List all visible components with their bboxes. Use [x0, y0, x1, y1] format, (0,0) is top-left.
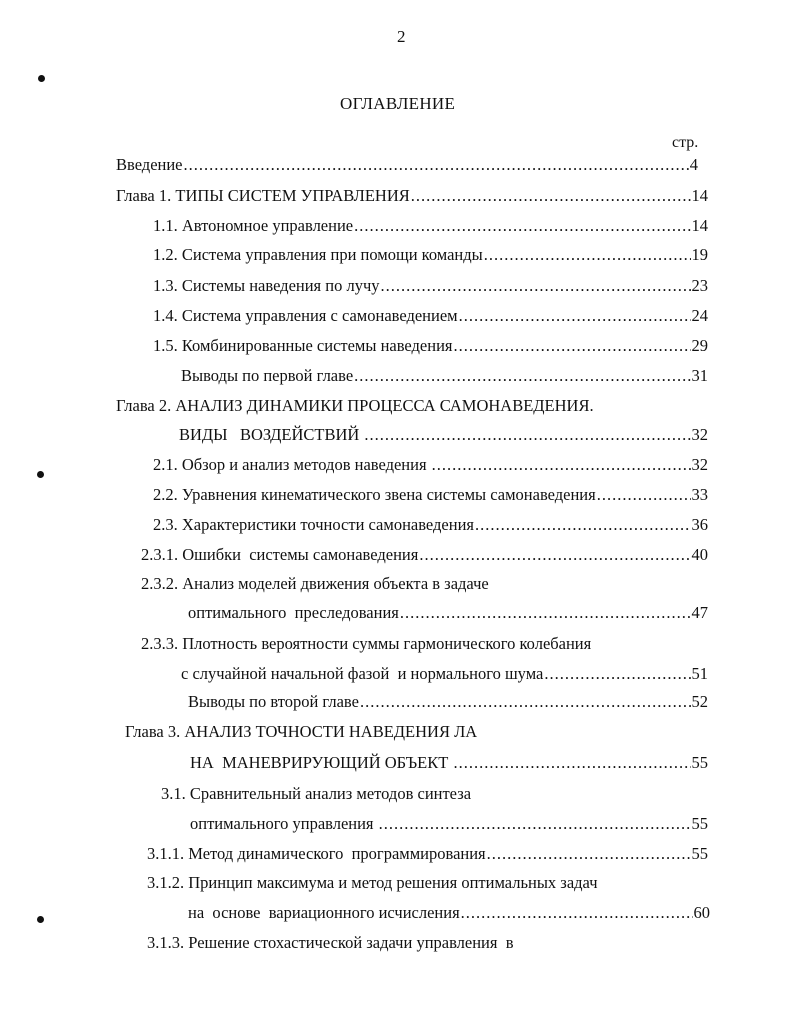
toc-entry-3-1-3 — [147, 933, 514, 953]
toc-entry-label: 1.5. Комбинированные системы наведения — [153, 336, 453, 355]
toc-entry-page: 47 — [691, 603, 708, 622]
page-number: 2 — [397, 27, 406, 46]
toc-entry-label: 2.3. Характеристики точности самонаведения — [153, 515, 474, 534]
toc-entry-1-2 — [153, 245, 708, 265]
toc-entry-label: 2.3.3. Плотность вероятности суммы гармонического колебания — [141, 634, 592, 653]
toc-entry-page: 36 — [691, 515, 708, 534]
toc-entry-2-3-2 — [141, 574, 489, 594]
toc-entry-1-4 — [153, 306, 708, 326]
toc-entry-label: 2.2. Уравнения кинематического звена системы самонаведения — [153, 485, 596, 504]
toc-entry-label: Выводы по второй главе — [188, 692, 359, 711]
toc-entry-chapter-1 — [116, 186, 708, 206]
toc-entry-page: 23 — [691, 276, 708, 295]
toc-entry-2-2 — [153, 485, 708, 505]
toc-entry-3-1-2 — [147, 873, 598, 893]
toc-entry-label: на основе вариационного исчисления — [188, 903, 460, 922]
dot-leader — [381, 276, 691, 296]
toc-entry-page: 19 — [691, 245, 708, 264]
toc-entry-page: 14 — [691, 216, 708, 235]
toc-entry-label: 3.1.3. Решение стохастической задачи управления в — [147, 933, 514, 952]
toc-entry-label: 3.1.2. Принцип максимума и метод решения оптимальных задач — [147, 873, 598, 892]
dot-leader — [475, 515, 691, 535]
dot-leader — [597, 485, 691, 505]
scan-dot-mark — [37, 471, 44, 478]
toc-entry-page: 51 — [691, 664, 708, 683]
dot-leader — [453, 753, 690, 773]
toc-entry-introduction — [116, 155, 698, 175]
dot-leader — [184, 155, 689, 175]
scan-dot-mark — [37, 916, 44, 923]
dot-leader — [461, 903, 693, 923]
toc-entry-label: 2.3.1. Ошибки системы самонаведения — [141, 545, 419, 564]
toc-entry-3-1-1 — [147, 844, 708, 864]
toc-entry-3-1 — [161, 784, 471, 804]
toc-entry-1-3 — [153, 276, 708, 296]
dot-leader — [379, 814, 691, 834]
dot-leader — [354, 366, 690, 386]
toc-entry-2-3 — [153, 515, 708, 535]
toc-entry-label: Выводы по первой главе — [181, 366, 354, 385]
toc-entry-conclusions-2 — [188, 692, 708, 712]
toc-entry-3-1-cont — [190, 814, 708, 834]
dot-leader — [400, 603, 691, 623]
dot-leader — [544, 664, 690, 684]
toc-entry-label: 1.1. Автономное управление — [153, 216, 354, 235]
scan-dot-mark — [38, 75, 45, 82]
toc-entry-page: 60 — [693, 903, 710, 922]
toc-entry-label: НА МАНЕВРИРУЮЩИЙ ОБЪЕКТ — [190, 753, 453, 772]
toc-entry-label: 1.3. Системы наведения по лучу — [153, 276, 380, 295]
toc-entry-2-3-3-cont — [181, 664, 708, 684]
toc-entry-1-5 — [153, 336, 708, 356]
toc-entry-page: 32 — [691, 455, 708, 474]
toc-entry-chapter-2 — [116, 396, 594, 416]
toc-title: ОГЛАВЛЕНИЕ — [340, 94, 456, 113]
page-column-header: стр. — [672, 134, 699, 151]
dot-leader — [432, 455, 691, 475]
toc-entry-label: 2.1. Обзор и анализ методов наведения — [153, 455, 431, 474]
toc-entry-label: 2.3.2. Анализ моделей движения объекта в задаче — [141, 574, 489, 593]
toc-entry-label: 3.1.1. Метод динамического программирования — [147, 844, 486, 863]
dot-leader — [364, 425, 690, 445]
toc-entry-page: 24 — [691, 306, 708, 325]
toc-entry-page: 55 — [691, 814, 708, 833]
dot-leader — [484, 245, 691, 265]
toc-entry-chapter-3-cont — [190, 753, 708, 773]
toc-entry-conclusions-1 — [181, 366, 708, 386]
toc-entry-label: 1.4. Система управления с самонаведением — [153, 306, 458, 325]
toc-entry-2-1 — [153, 455, 708, 475]
toc-entry-3-1-2-cont — [188, 903, 710, 923]
toc-entry-1-1 — [153, 216, 708, 236]
toc-entry-label: Введение — [116, 155, 183, 174]
toc-entry-label: с случайной начальной фазой и нормального шума — [181, 664, 544, 683]
toc-entry-page: 52 — [691, 692, 708, 711]
dot-leader — [411, 186, 691, 206]
dot-leader — [454, 336, 691, 356]
toc-entry-chapter-2-cont — [179, 425, 708, 445]
toc-entry-page: 55 — [691, 844, 708, 863]
toc-entry-page: 4 — [689, 155, 698, 174]
toc-entry-page: 32 — [691, 425, 708, 444]
dot-leader — [487, 844, 691, 864]
dot-leader — [354, 216, 690, 236]
toc-entry-2-3-2-cont — [188, 603, 708, 623]
dot-leader — [419, 545, 690, 565]
toc-entry-page: 40 — [691, 545, 708, 564]
toc-entry-page: 33 — [691, 485, 708, 504]
dot-leader — [459, 306, 691, 326]
toc-entry-page: 14 — [691, 186, 708, 205]
toc-entry-page: 29 — [691, 336, 708, 355]
toc-entry-label: Глава 1. ТИПЫ СИСТЕМ УПРАВЛЕНИЯ — [116, 186, 410, 205]
toc-entry-2-3-3 — [141, 634, 591, 654]
dot-leader — [360, 692, 691, 712]
toc-entry-label: Глава 3. АНАЛИЗ ТОЧНОСТИ НАВЕДЕНИЯ ЛА — [125, 722, 478, 741]
toc-entry-page: 55 — [691, 753, 708, 772]
toc-entry-page: 31 — [691, 366, 708, 385]
toc-entry-label: Глава 2. АНАЛИЗ ДИНАМИКИ ПРОЦЕССА САМОНАВЕДЕНИЯ. — [116, 396, 594, 415]
toc-entry-2-3-1 — [141, 545, 708, 565]
toc-entry-label: ВИДЫ ВОЗДЕЙСТВИЙ — [179, 425, 364, 444]
toc-entry-chapter-3 — [125, 722, 477, 742]
toc-entry-label: 3.1. Сравнительный анализ методов синтеза — [161, 784, 472, 803]
toc-entry-label: оптимального преследования — [188, 603, 399, 622]
toc-entry-label: 1.2. Система управления при помощи команды — [153, 245, 483, 264]
toc-entry-label: оптимального управления — [190, 814, 378, 833]
